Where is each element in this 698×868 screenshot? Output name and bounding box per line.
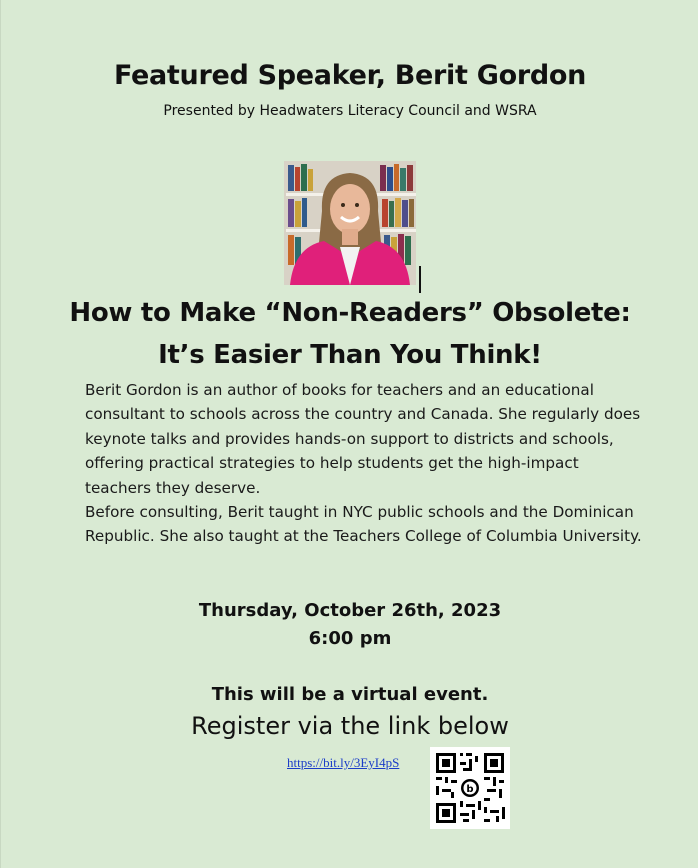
speaker-photo: [284, 161, 416, 285]
text-cursor: [419, 266, 421, 293]
qr-code[interactable]: [430, 747, 510, 829]
talk-title-line-1: How to Make “Non-Readers” Obsolete:: [69, 298, 631, 328]
register-instructions: Register via the link below: [191, 712, 509, 740]
event-date: Thursday, October 26th, 2023: [198, 600, 502, 621]
page-subtitle: Presented by Headwaters Literacy Council and WSRA: [163, 103, 537, 119]
svg-text:b: b: [466, 784, 474, 795]
event-time: 6:00 pm: [308, 628, 392, 649]
registration-link[interactable]: https://bit.ly/3EyI4pS: [287, 755, 400, 770]
speaker-bio: [85, 378, 645, 549]
qr-code-icon: [430, 747, 510, 829]
speaker-portrait-icon: [284, 161, 416, 285]
page-title: Featured Speaker, Berit Gordon: [113, 60, 587, 91]
bio-paragraph-1: Berit Gordon is an author of books for teachers and an educational consultant to schools across the country and Canada. She regularly does keynote talks and provides hands-on support to districts and schools, offering practical strategies to help students get the high-impact teachers they deserve.: [85, 381, 641, 497]
bio-paragraph-2: Before consulting, Berit taught in NYC public schools and the Dominican Republic. She also taught at the Teachers College of Columbia University.: [85, 503, 642, 546]
talk-title-line-2: It’s Easier Than You Think!: [158, 340, 542, 370]
event-format: This will be a virtual event.: [211, 684, 489, 705]
